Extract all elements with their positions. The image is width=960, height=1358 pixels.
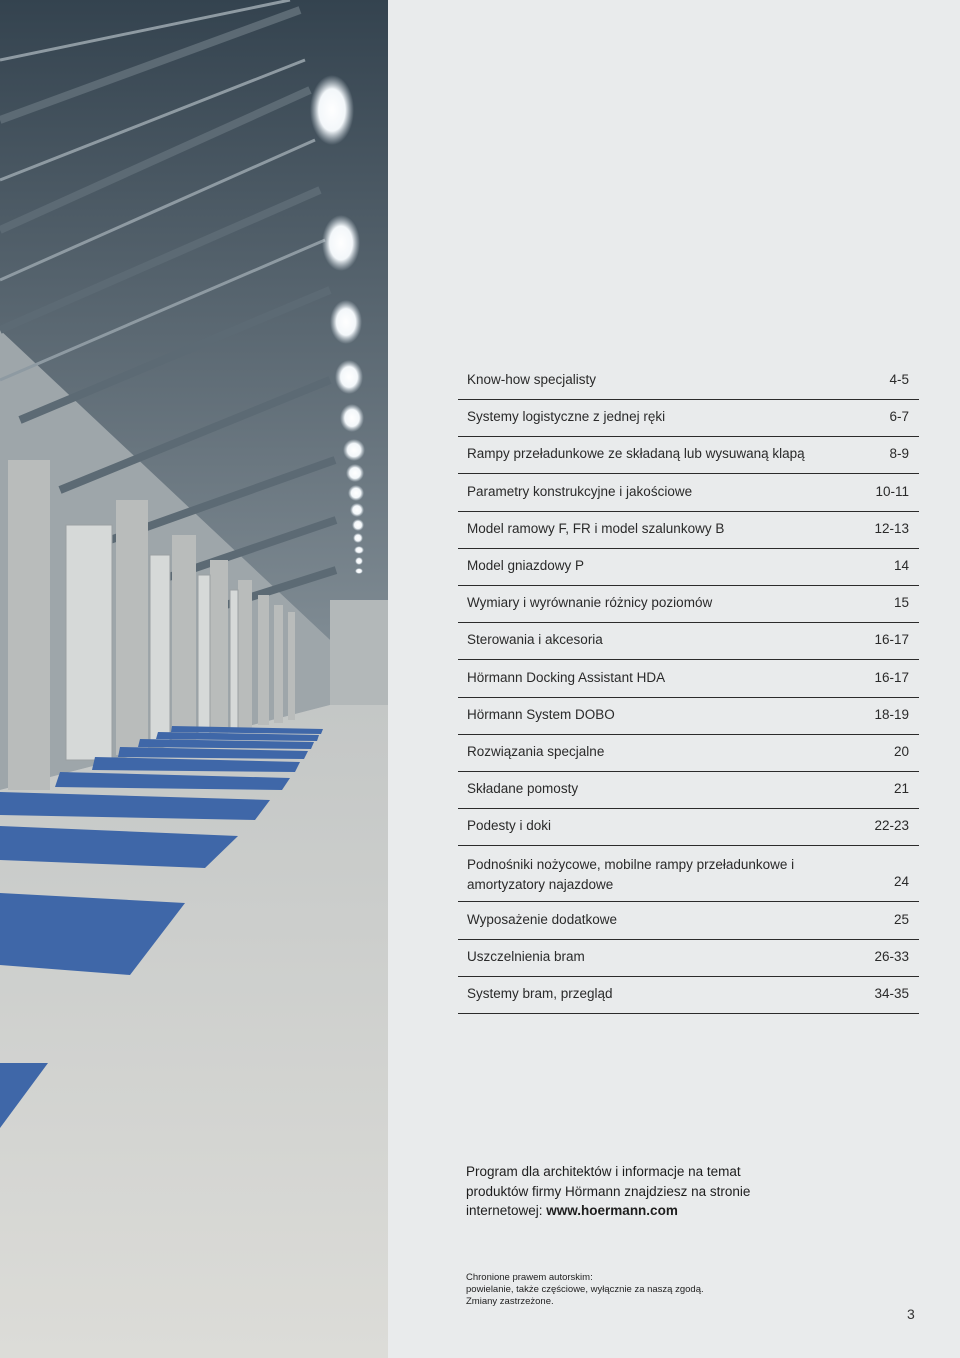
toc-title: Know-how specjalisty bbox=[467, 372, 597, 387]
toc-page: 15 bbox=[893, 595, 909, 611]
toc-title: Podnośniki nożycowe, mobilne rampy przeładunkowe i amortyzatory najazdowe bbox=[467, 857, 795, 892]
toc-page: 4-5 bbox=[889, 372, 909, 387]
toc-row bbox=[458, 550, 919, 586]
page-number: 3 bbox=[907, 1306, 915, 1322]
toc-page: 22-23 bbox=[874, 818, 909, 834]
toc-row bbox=[458, 810, 919, 846]
toc-title: Model ramowy F, FR i model szalunkowy B bbox=[467, 520, 725, 536]
info-text: Program dla architektów i informacje na temat produktów firmy Hörmann znajdziesz na stronie internetowej: bbox=[466, 1164, 751, 1218]
toc-title: Wymiary i wyrównanie różnicy poziomów bbox=[467, 595, 713, 611]
toc-page: 12-13 bbox=[874, 520, 909, 536]
warehouse-photo bbox=[0, 0, 388, 1358]
toc-page: 20 bbox=[893, 743, 909, 759]
toc-title: Rampy przeładunkowe ze składaną lub wysuwaną klapą bbox=[467, 446, 805, 462]
toc-row bbox=[458, 773, 919, 809]
copyright-line-1: Chronione prawem autorskim: bbox=[466, 1272, 593, 1283]
toc-page: 25 bbox=[893, 911, 909, 927]
toc-title: Systemy logistyczne z jednej ręki bbox=[467, 409, 666, 425]
toc-row bbox=[458, 941, 919, 977]
toc-row bbox=[458, 364, 919, 400]
toc-title: Hörmann Docking Assistant HDA bbox=[467, 669, 666, 685]
toc-title: Systemy bram, przegląd bbox=[467, 986, 613, 1001]
toc-row bbox=[458, 438, 919, 474]
toc-row bbox=[458, 476, 919, 512]
toc-page: 18-19 bbox=[874, 706, 909, 722]
toc-spacer bbox=[458, 1014, 919, 1015]
toc-page: 10-11 bbox=[875, 483, 909, 499]
toc-page: 21 bbox=[893, 781, 909, 797]
toc-row bbox=[458, 847, 919, 902]
toc-page: 14 bbox=[893, 557, 909, 573]
toc-title: Podesty i doki bbox=[467, 818, 552, 834]
toc-row bbox=[458, 736, 919, 772]
toc-row bbox=[458, 401, 919, 437]
toc-title: Wyposażenie dodatkowe bbox=[467, 911, 617, 927]
toc-page: 16-17 bbox=[874, 632, 909, 648]
toc-page: 24 bbox=[893, 874, 909, 890]
toc-row bbox=[458, 587, 919, 623]
architect-info bbox=[466, 1162, 786, 1221]
toc-row bbox=[458, 699, 919, 735]
toc-page: 8-9 bbox=[889, 446, 909, 462]
toc-title: Parametry konstrukcyjne i jakościowe bbox=[467, 483, 693, 499]
copyright-line-3: Zmiany zastrzeżone. bbox=[466, 1296, 554, 1307]
toc-title: Hörmann System DOBO bbox=[467, 706, 615, 722]
copyright-line-2: powielanie, także częściowe, wyłącznie za naszą zgodą. bbox=[466, 1284, 704, 1295]
toc-title: Rozwiązania specjalne bbox=[467, 743, 605, 759]
toc-row bbox=[458, 904, 919, 940]
toc-row bbox=[458, 662, 919, 698]
toc-page: 6-7 bbox=[889, 409, 909, 425]
toc-page: 34-35 bbox=[874, 986, 909, 1001]
toc-page: 16-17 bbox=[874, 669, 909, 685]
toc-title: Składane pomosty bbox=[467, 781, 579, 797]
copyright-notice bbox=[466, 1272, 786, 1308]
toc-page: 26-33 bbox=[874, 948, 909, 964]
toc-title: Model gniazdowy P bbox=[467, 557, 585, 573]
toc-title: Sterowania i akcesoria bbox=[467, 632, 603, 648]
toc-row bbox=[458, 513, 919, 549]
toc-row bbox=[458, 624, 919, 660]
toc-row bbox=[458, 978, 919, 1014]
toc-title: Uszczelnienia bram bbox=[467, 948, 585, 964]
website-link[interactable]: www.hoermann.com bbox=[546, 1203, 678, 1218]
table-of-contents bbox=[458, 364, 919, 1015]
warehouse-illustration bbox=[0, 0, 388, 1358]
